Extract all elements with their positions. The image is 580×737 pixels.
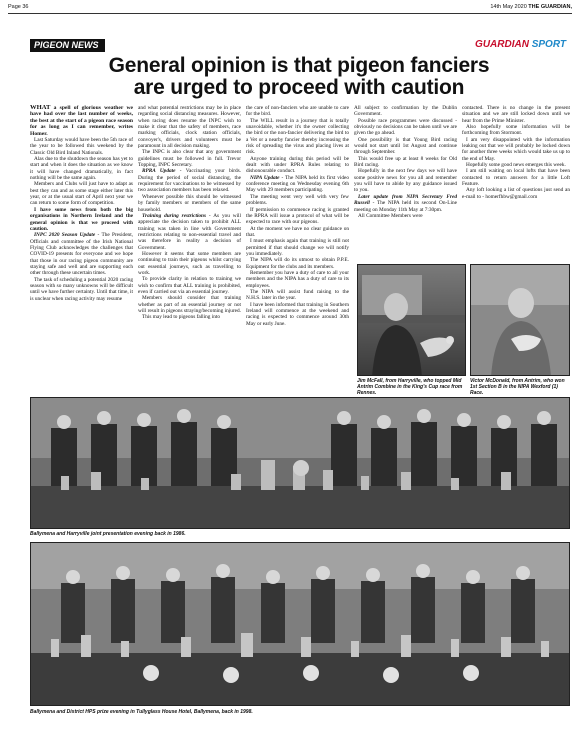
header-rule <box>8 13 572 14</box>
issue-date: 14th May 2020 THE GUARDIAN, <box>490 4 572 10</box>
paragraph: If permission to commence racing is granted the RPRA will issue a protocol of what will be expected to race with our pigeons. <box>246 206 349 226</box>
paragraph: NIPA Update - The NIPA held its first video conference meeting on Wednesday evening 6th May with 29 members participating. <box>246 174 350 194</box>
masthead <box>475 39 566 50</box>
paragraph: To provide clarity in relation to training we wish to confirm that ALL training is prohibited, even if carried out via an essential journey. <box>138 276 241 295</box>
paragraph: and what potential restrictions may be in place regarding social distancing measures. However, when racing does resume the INPC wish to make it clear that the safety of members, race marking officials, clock station officials, convoyer's, drivers and volunteers must be paramount in all decision making. <box>138 105 241 150</box>
paragraph: The meeting went very well with very few problems. <box>246 193 349 207</box>
paragraph: All Committee Members were <box>358 212 423 219</box>
paragraph: Alas due to the shutdown the season has yet to start and when it does the situation as we know it will have changed dramatically, in fact nothing will be the same again. <box>30 156 133 182</box>
paragraph: the care of non-fanciers who are unable to care for the bird. <box>246 105 349 118</box>
paragraph: Hopefully in the next few days we will have some positive news for you all and remember you will have to abide by any guidance issued to you. <box>354 168 457 194</box>
lead-paragraph: WHAT a spell of glorious weather we have had over the last number of weeks, the best at the start of a pigeon race season for as long as I can remember, writes Homer. <box>30 104 133 137</box>
paragraph: Possible race programmes were discussed - obviously no decisions can be taken until we are given the go ahead. <box>354 117 457 137</box>
paragraph: The NIPA will do its utmost to obtain P.P.E. Equipment for the clubs and its members. <box>246 257 349 270</box>
headline-line-2: are urged to proceed with caution <box>133 76 465 99</box>
paragraph: Whenever possible this should be witnessed by family members or members of the same household. <box>138 193 241 213</box>
article-column-1 <box>30 105 133 302</box>
article-column-4 <box>354 105 457 219</box>
paragraph: Members and Clubs will just have to adapt as best they can and as some stage either later this year, or at the usual start of April next year we can return to some form of competition. <box>30 181 133 207</box>
masthead-sport: SPORT <box>531 39 566 50</box>
article-column-5 <box>462 105 570 200</box>
photo-victor-mcdonald <box>470 264 570 376</box>
paragraph: RPRA Update - Vaccinating your birds. During the period of social distancing, the requirement for vaccinations to be witnessed by two association members has been relaxed. <box>138 168 241 194</box>
group-photo-image <box>31 543 570 706</box>
paragraph: The NIPA will assist fund raising to the N.H.S. later in the year. <box>246 288 349 302</box>
article-column-2 <box>138 105 241 321</box>
photo-jim-mcfall <box>357 264 466 376</box>
paragraph: contacted. There is no change in the present situation and we are still locked down until we hear from the Prime Minister. <box>462 105 570 124</box>
paragraph: Training during restrictions - As you will appreciate the decision taken to prohibit ALL training was taken in line with Government restrictions relating to non-essential travel and was therefore in reality a decision of Government. <box>138 212 241 251</box>
group-photo-image <box>31 398 570 529</box>
paragraph: I have been informed that training in Southern Ireland will commence at the weekend and racing is expected to commence around 30th May or early June. <box>246 301 349 327</box>
paragraph: I am very disappointed with the information leaking out that we will probably be locked down for another three weeks which would take us up to the end of May. <box>462 136 570 162</box>
caption-group-1998: Ballymena and District HPS prize evening in Tullyglass House Hotel, Ballymena, back in 1998. <box>30 709 253 715</box>
photo-presentation-1986 <box>30 397 570 529</box>
paragraph: Later update from NIPA Secretary Fred Russell - The NIPA held its second On-Line meeting on Monday 11th May at 7:30pm. <box>354 193 457 213</box>
paragraph: This would free up at least 8 weeks for Old Bird racing. <box>354 155 457 169</box>
paragraph: All subject to confirmation by the Dublin Government. <box>354 105 457 118</box>
caption-jim: Jim McFall, from Harryville, who topped Mid Antrim Combine in the King's Cup race from Rennes. <box>357 378 463 396</box>
paragraph: Also hopefully some information will be forthcoming from Stormont. <box>462 124 570 137</box>
paragraph: The task of scheduling a potential 2020 racing season with so many unknowns will be difficult until we have further certainty. Until that time, it is unclear when racing activity may resume <box>30 276 133 302</box>
caption-victor: Victor McDonald, from Antrim, who won 1st Section B in the NIPA Wexford (1) Race. <box>470 378 565 396</box>
paragraph: However it seems that some members are continuing to train their pigeons whilst carrying out essential journeys, such as travelling to work. <box>138 250 241 276</box>
paragraph: I have some news from both the big organisations in Northern Ireland and the general opinion is that we proceed with caution. <box>30 206 133 232</box>
paragraph: At the moment we have no clear guidance on that. <box>246 225 349 238</box>
paragraph: INPC 2020 Season Update - The President, Officials and committee of the Irish National Flying Club acknowledges the challenges that COVID-19 presents for everyone and we hope that those in our racing pigeon community are staying safe and well and are supporting each other through these uncertain times. <box>30 232 134 277</box>
paragraph: The WILL result in a journey that is totally unavoidable, whether it's the owner collecting the bird or the non-fancier delivering the bird to a Vet or a nearby fancier thereby increasing the risk of spreading the virus and placing lives at risk. <box>246 117 349 156</box>
caption-group-1986: Ballymena and Harryville joint presentation evening back in 1986. <box>30 531 186 537</box>
masthead-guardian: GUARDIAN <box>475 39 529 50</box>
section-tag: PIGEON NEWS <box>30 39 105 52</box>
paragraph: Hopefully some good news emerges this week. <box>466 162 566 169</box>
paragraph: The INPC is also clear that any government guidelines must be followed in full. Trevor Topping, INPC Secretary. <box>138 149 241 169</box>
paragraph: One possibility is that Young Bird racing would not start until 1st August and continue through September. <box>354 136 457 156</box>
paragraph: This may lead to pigeons falling into <box>142 314 220 321</box>
paragraph: Members should consider that training whether as part of an essential journey or not will result in pigeons straying/becoming injured. <box>138 295 241 314</box>
paragraph: I am still waiting on local lofts that have been contacted to return answers for a little Loft Feature. <box>462 168 570 188</box>
paragraph: Anyone training during this period will be dealt with under RPRA Rules relating to dishonourable conduct. <box>246 155 349 175</box>
paragraph: Remember you have a duty of care to all your members and the NIPA has a duty of care to its employees. <box>246 269 349 289</box>
paragraph: I must emphasis again that training is still not permitted if that should change we will notify you immediately. <box>246 238 349 257</box>
article-column-3 <box>246 105 349 327</box>
portrait-image <box>358 265 466 376</box>
paragraph: Any loft looking a list of questions just send an e-mail to - homerfhbw@gmail.com <box>462 187 570 200</box>
page-number: Page 36 <box>8 4 29 10</box>
headline <box>30 55 568 99</box>
headline-line-1: General opinion is that pigeon fanciers <box>108 54 490 77</box>
portrait-image <box>471 265 570 376</box>
paragraph: Last Saturday would have been the 5th race of the year to be followed this weekend by the Classic Old Bird Inland Nationals. <box>30 137 133 156</box>
photo-prize-evening-1998 <box>30 542 570 706</box>
